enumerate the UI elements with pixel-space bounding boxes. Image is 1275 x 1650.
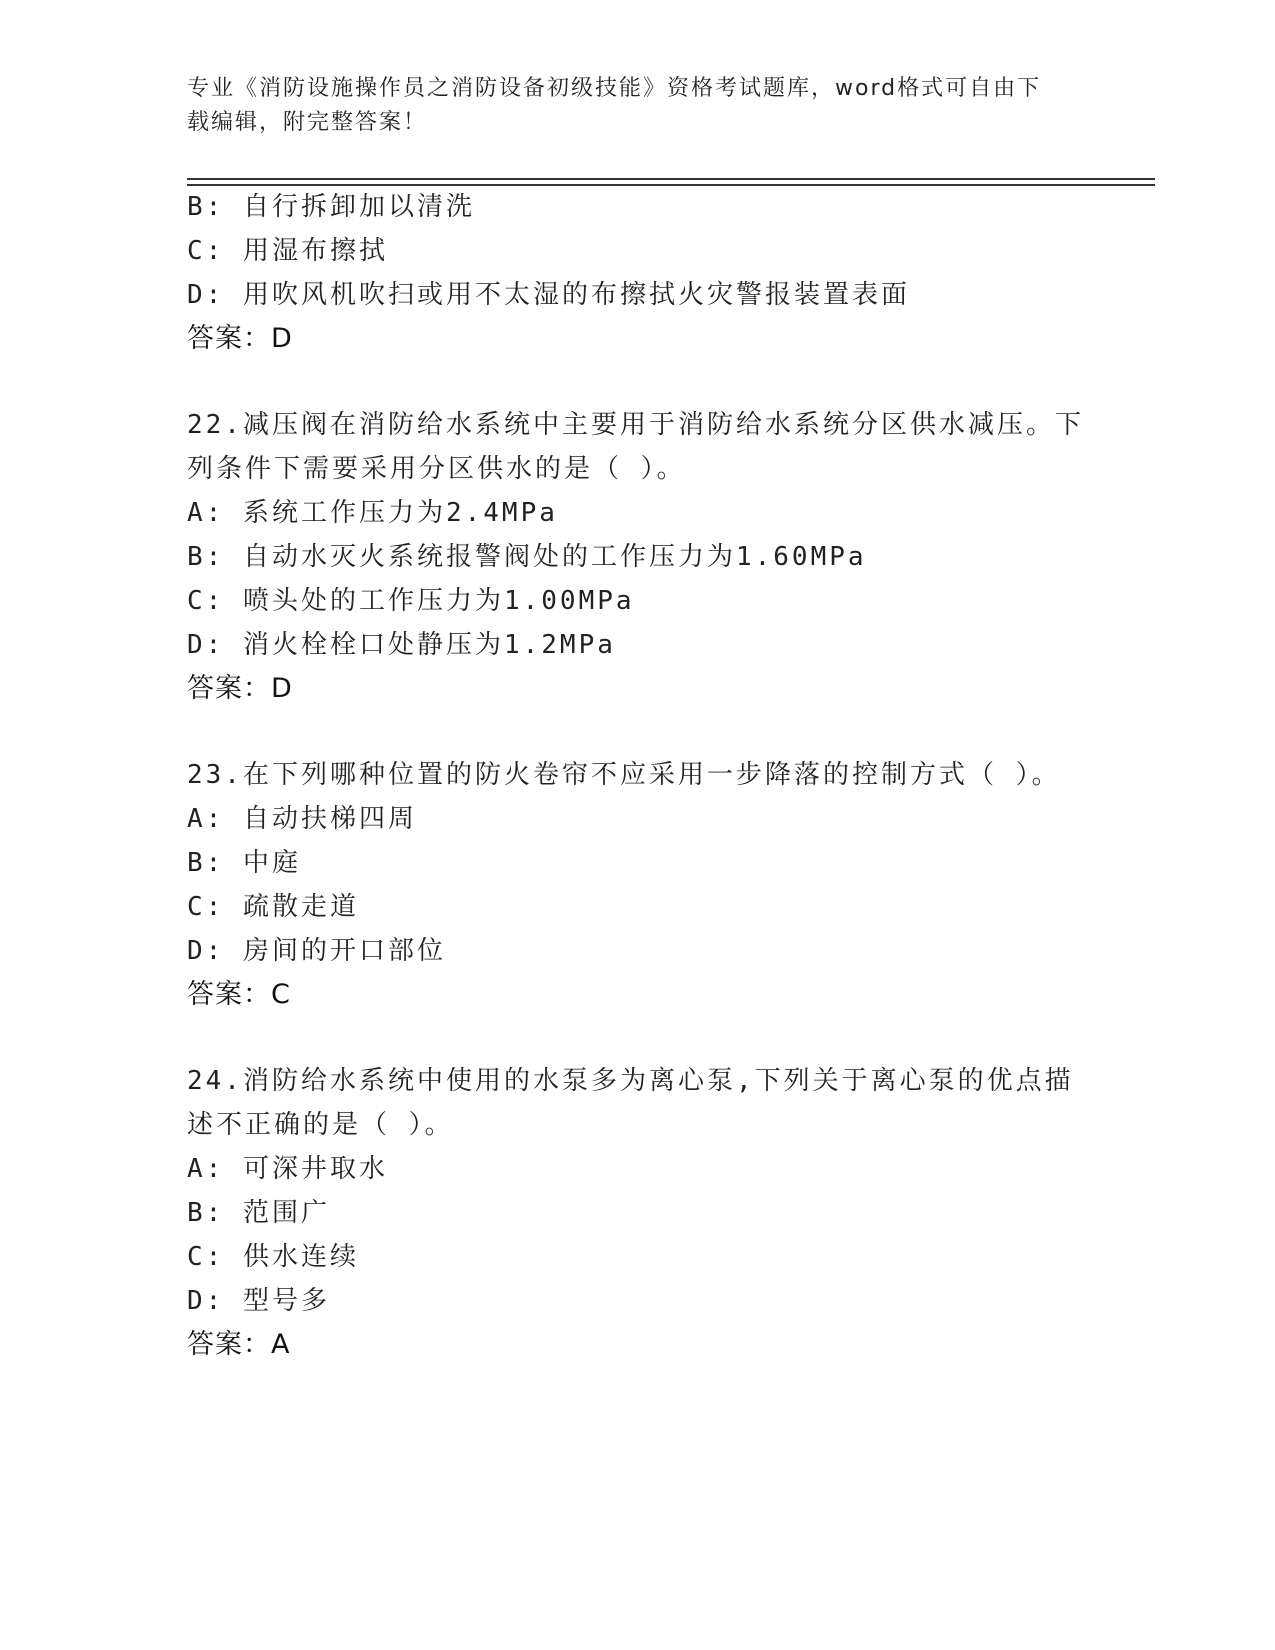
q22-stem-line-1: 22.减压阀在消防给水系统中主要用于消防给水系统分区供水减压。下: [187, 410, 1084, 440]
q23-answer: 答案：C: [187, 979, 291, 1010]
q22-option-c: C: 喷头处的工作压力为1.00MPa: [187, 586, 635, 616]
q23-option-c: C: 疏散走道: [187, 892, 359, 922]
q24-stem-line-1: 24.消防给水系统中使用的水泵多为离心泵,下列关于离心泵的优点描: [187, 1066, 1074, 1096]
q23-option-a: A: 自动扶梯四周: [187, 804, 417, 834]
q24-option-a: A: 可深井取水: [187, 1154, 388, 1184]
header-line-2: 载编辑，附完整答案！: [187, 110, 428, 135]
q22-stem-line-2: 列条件下需要采用分区供水的是（ ）。: [187, 454, 686, 484]
q21-option-b: B: 自行拆卸加以清洗: [187, 192, 475, 222]
q24-answer: 答案：A: [187, 1329, 291, 1360]
q22-option-b: B: 自动水灭火系统报警阀处的工作压力为1.60MPa: [187, 542, 867, 572]
q22-option-d: D: 消火栓栓口处静压为1.2MPa: [187, 630, 616, 660]
q24-stem-line-2: 述不正确的是（ ）。: [187, 1110, 454, 1140]
q23-option-d: D: 房间的开口部位: [187, 936, 446, 966]
q21-option-c: C: 用湿布擦拭: [187, 236, 388, 266]
q24-option-b: B: 范围广: [187, 1198, 330, 1228]
q22-option-a: A: 系统工作压力为2.4MPa: [187, 498, 558, 528]
header-line-1: 专业《消防设施操作员之消防设备初级技能》资格考试题库，word格式可自由下: [187, 76, 1042, 101]
q21-option-d: D: 用吹风机吹扫或用不太湿的布擦拭火灾警报装置表面: [187, 280, 910, 310]
q23-option-b: B: 中庭: [187, 848, 301, 878]
q23-stem-line-1: 23.在下列哪种位置的防火卷帘不应采用一步降落的控制方式（ ）。: [187, 760, 1061, 790]
document-header: [187, 72, 1067, 140]
q21-answer: 答案：D: [187, 323, 293, 354]
q24-option-c: C: 供水连续: [187, 1242, 359, 1272]
header-divider-top: [187, 178, 1155, 180]
q24-option-d: D: 型号多: [187, 1286, 330, 1316]
q22-answer: 答案：D: [187, 673, 293, 704]
